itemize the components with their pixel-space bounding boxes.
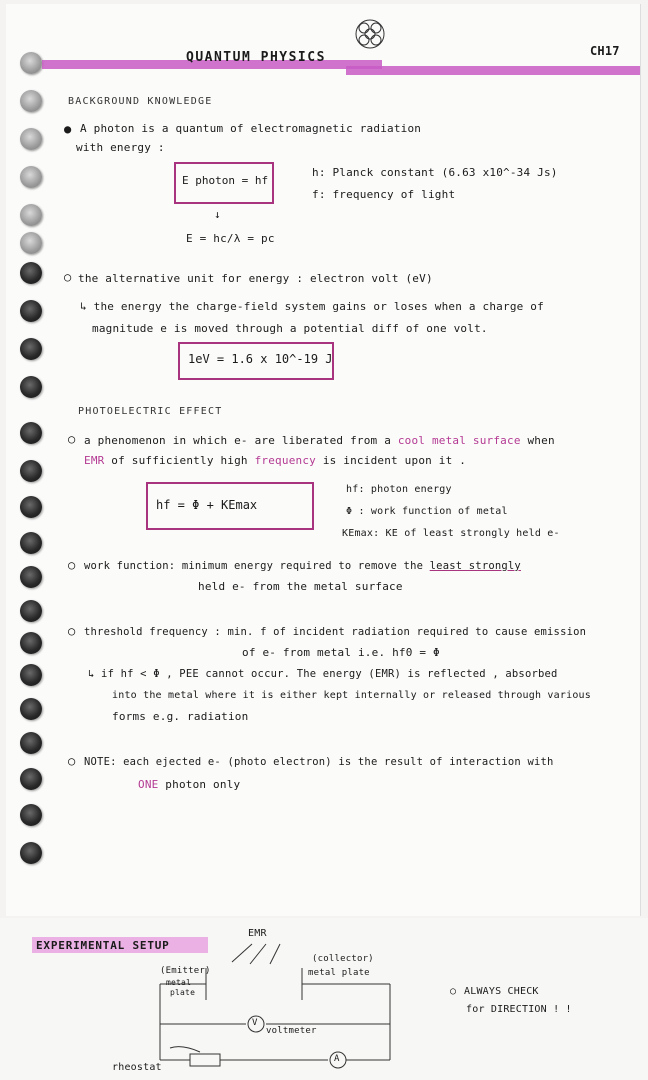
note-text: ↳ the energy the charge-field system gains or loses when a charge of [80, 300, 544, 313]
note-text: a phenomenon in which e- are liberated from a cool metal surface when [84, 434, 555, 447]
note-text: threshold frequency : min. f of incident radiation required to cause emission [84, 626, 587, 638]
bullet-icon: ○ [64, 270, 72, 284]
bullet-icon: ● [64, 122, 72, 136]
formula: E photon = hf [182, 174, 269, 187]
arrow-down-icon: ↓ [214, 208, 221, 221]
highlighted-term: frequency [254, 454, 316, 467]
definition: h: Planck constant (6.63 x10^-34 Js) [312, 166, 558, 179]
voltmeter-label: voltmeter [266, 1026, 317, 1036]
note-text: the alternative unit for energy : electron volt (eV) [78, 272, 433, 285]
note-text: NOTE: each ejected e- (photo electron) is the result of interaction with [84, 756, 554, 768]
chapter-label: CH17 [590, 44, 620, 58]
bullet-icon: ○ [68, 624, 76, 638]
definition: KEmax: KE of least strongly held e- [342, 528, 560, 539]
definition: Φ : work function of metal [346, 506, 508, 517]
highlighted-term: EMR [84, 454, 105, 467]
voltmeter-icon: V [252, 1018, 258, 1028]
emitter-label: plate [170, 988, 196, 997]
note-text: ↳ if hf < Φ , PEE cannot occur. The energy (EMR) is reflected , absorbed [88, 668, 558, 680]
note-text: A photon is a quantum of electromagnetic radiation [80, 122, 422, 135]
highlighted-term: ONE [138, 778, 159, 791]
underlined-term: least strongly [429, 560, 521, 572]
note-text: held e- from the metal surface [198, 580, 403, 593]
collector-label: metal plate [308, 968, 370, 978]
definition: f: frequency of light [312, 188, 456, 201]
note-text: ONE photon only [138, 778, 241, 791]
note-text: into the metal where it is either kept internally or released through various [112, 690, 591, 701]
note-text: work function: minimum energy required to remove the least strongly [84, 560, 521, 572]
note-text: with energy : [76, 141, 165, 154]
highlighted-term: cool metal surface [397, 434, 521, 447]
note-text: EMR of sufficiently high frequency is incident upon it . [84, 454, 467, 467]
definition: hf: photon energy [346, 484, 452, 495]
formula: 1eV = 1.6 x 10^-19 J [188, 352, 333, 366]
bullet-icon: ○ [68, 754, 76, 768]
note-text: of e- from metal i.e. hf0 = Φ [242, 646, 440, 659]
reminder-text: for DIRECTION ! ! [466, 1004, 572, 1015]
page-title: QUANTUM PHYSICS [186, 50, 326, 65]
collector-label: (collector) [312, 954, 374, 964]
ammeter-icon: A [334, 1054, 340, 1064]
emitter-label: metal [166, 978, 192, 987]
emr-label: EMR [248, 928, 267, 939]
emitter-label: (Emitter) [160, 966, 211, 976]
note-text: forms e.g. radiation [112, 710, 249, 723]
bullet-icon: ○ [450, 986, 457, 997]
section-heading: BACKGROUND KNOWLEDGE [68, 96, 213, 107]
bullet-icon: ○ [68, 432, 76, 446]
note-text: magnitude e is moved through a potential diff of one volt. [92, 322, 488, 335]
section-heading: PHOTOELECTRIC EFFECT [78, 406, 223, 417]
rheostat-label: rheostat [112, 1062, 162, 1073]
setup-heading: EXPERIMENTAL SETUP [36, 939, 170, 952]
formula: hf = Φ + KEmax [156, 498, 258, 512]
bullet-icon: ○ [68, 558, 76, 572]
reminder-text: ALWAYS CHECK [464, 986, 539, 997]
formula: E = hc/λ = pc [186, 232, 275, 245]
